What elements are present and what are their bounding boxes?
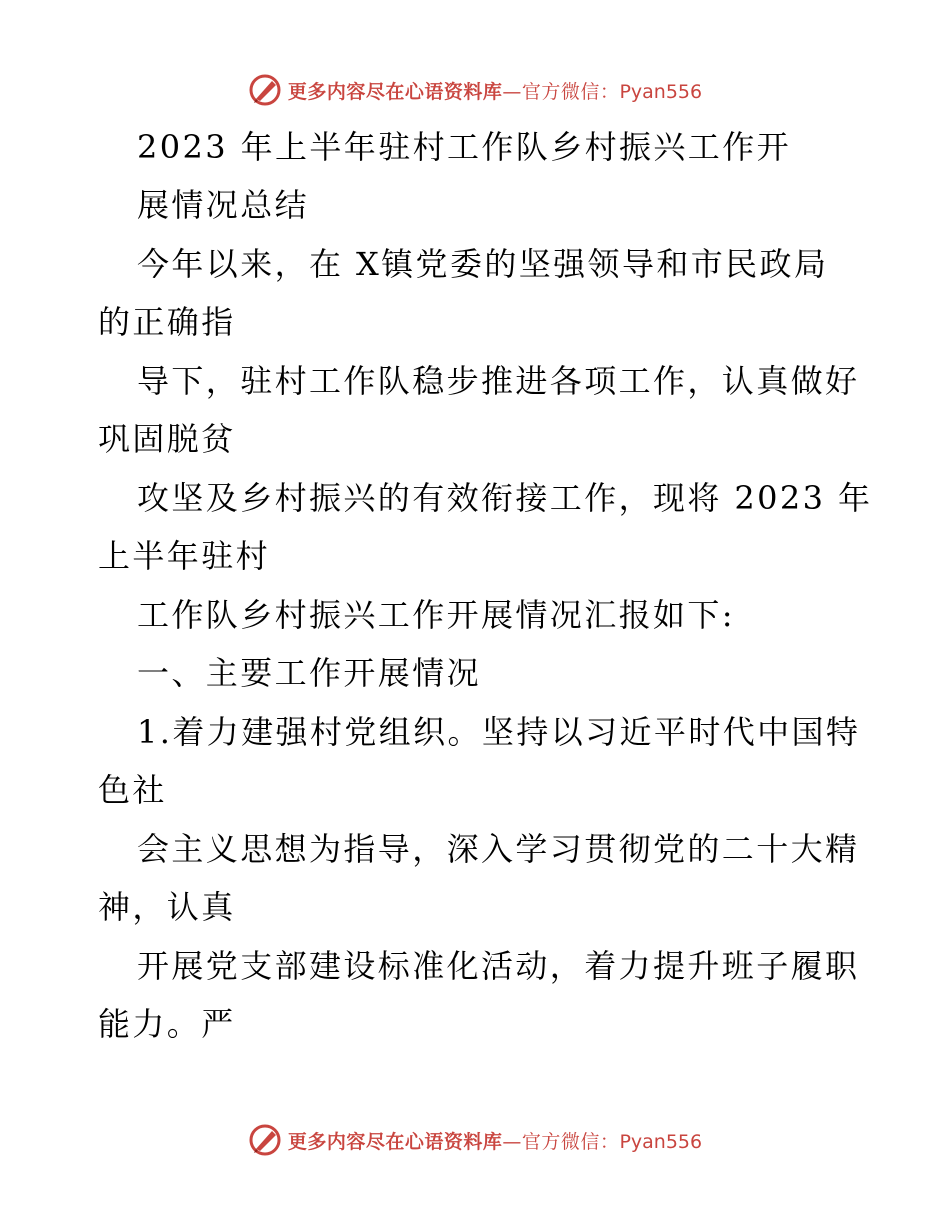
paragraph-line: 开展党支部建设标准化活动，着力提升班子履职: [137, 947, 860, 985]
pen-logo-icon: [248, 73, 282, 107]
paragraph-line: 上半年驻村: [98, 537, 271, 575]
header-watermark: [0, 70, 950, 110]
watermark-account: Pyan556: [619, 1130, 703, 1153]
watermark-site: 更多内容尽在心语资料库: [287, 1130, 503, 1153]
paragraph-line: 能力。严: [98, 1005, 236, 1043]
title-line-1: 2023 年上半年驻村工作队乡村振兴工作开: [137, 128, 792, 166]
footer-watermark: [0, 1120, 950, 1160]
paragraph-line: 今年以来，在 X镇党委的坚强领导和市民政局: [137, 245, 829, 283]
watermark-wechat-label: 官方微信：: [521, 1130, 620, 1153]
watermark-wechat-label: 官方微信：: [521, 80, 620, 103]
paragraph-line: 攻坚及乡村振兴的有效衔接工作，现将 2023 年: [137, 479, 873, 517]
watermark-account: Pyan556: [619, 80, 703, 103]
paragraph-line: 巩固脱贫: [98, 420, 236, 458]
watermark-text: [288, 77, 702, 104]
pen-logo-icon: [248, 1123, 282, 1157]
section-heading: 一、主要工作开展情况: [137, 654, 482, 692]
paragraph-line: 色社: [98, 771, 167, 809]
watermark-separator: —: [502, 1130, 522, 1153]
title-line-2: 展情况总结: [137, 186, 310, 224]
paragraph-line: 会主义思想为指导，深入学习贯彻党的二十大精: [137, 830, 860, 868]
paragraph-line: 神，认真: [98, 888, 236, 926]
paragraph-line: 工作队乡村振兴工作开展情况汇报如下:: [137, 596, 735, 634]
paragraph-line: 导下，驻村工作队稳步推进各项工作，认真做好: [137, 362, 860, 400]
watermark-site: 更多内容尽在心语资料库: [287, 80, 503, 103]
paragraph-line: 的正确指: [98, 303, 236, 341]
watermark-separator: —: [502, 80, 522, 103]
paragraph-line: 1.着力建强村党组织。坚持以习近平时代中国特: [137, 713, 861, 751]
watermark-text: [288, 1127, 702, 1154]
